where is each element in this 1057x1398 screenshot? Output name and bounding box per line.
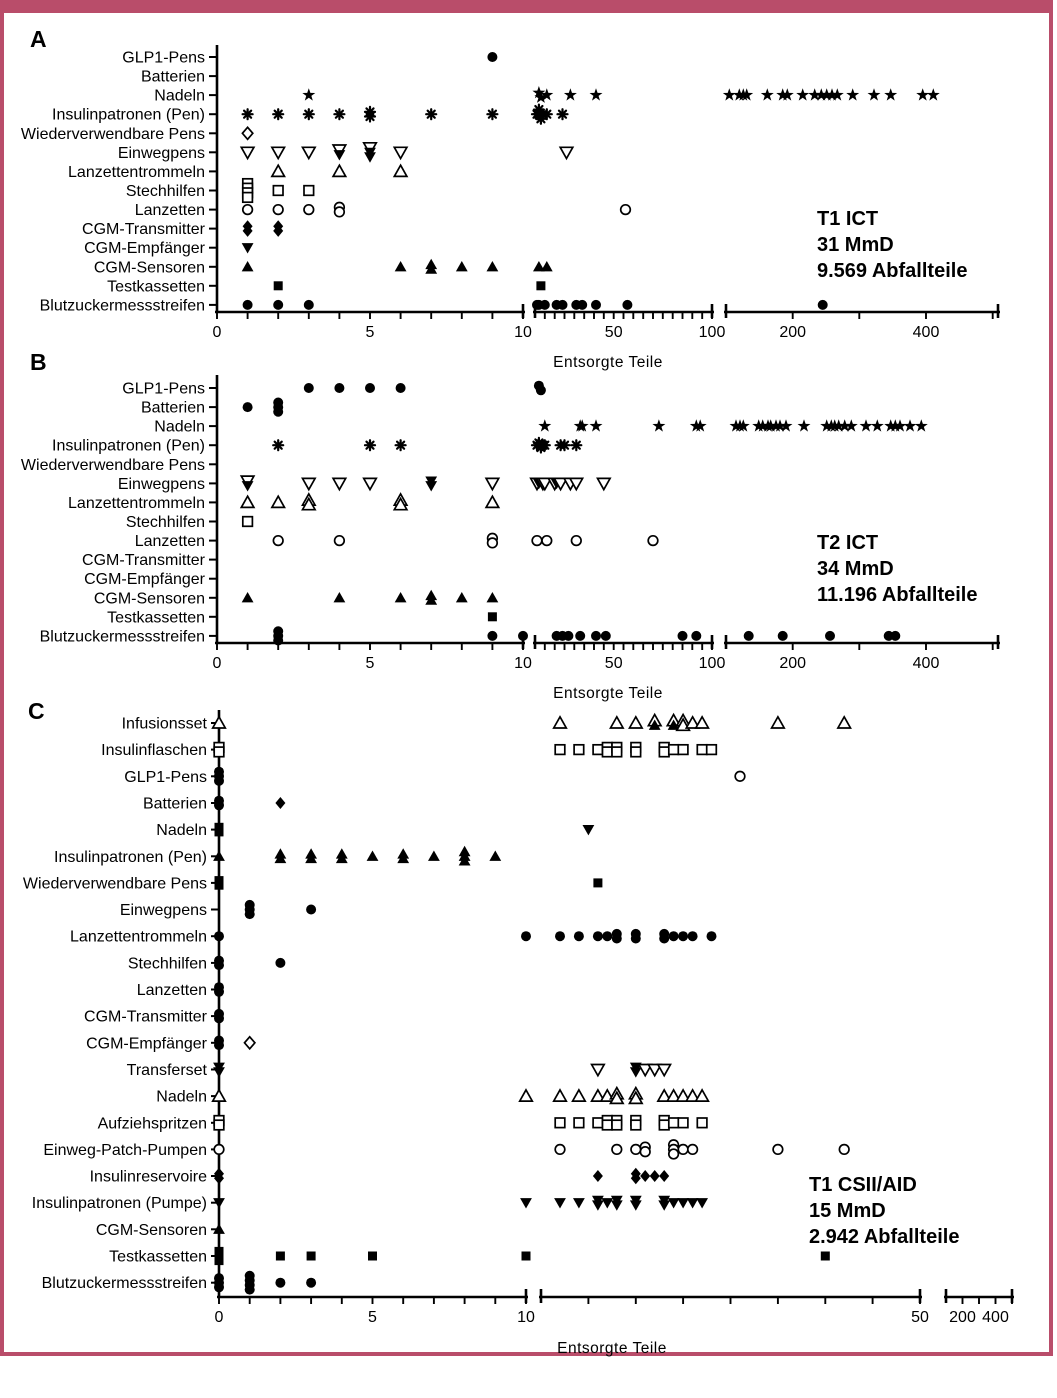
series-nadeln: [215, 823, 595, 837]
series-insulinflaschen: [214, 743, 716, 757]
stats-line: 9.569 Abfallteile: [817, 260, 968, 282]
x-tick-label: 100: [698, 655, 726, 672]
panel-b: [21, 375, 1000, 672]
category-label: CGM-Sensoren: [95, 1221, 207, 1239]
category-label: Nadeln: [156, 1088, 207, 1106]
series-cgm-transmitter: [214, 1009, 224, 1024]
category-label: CGM-Transmitter: [84, 1008, 207, 1026]
category-label: Batterien: [140, 68, 205, 86]
category-label: Testkassetten: [109, 1248, 207, 1266]
series-nadeln: [538, 419, 927, 431]
series-cgm-empf-nger: [214, 1036, 255, 1051]
series-blutzuckermessstreifen: [243, 300, 828, 310]
x-tick-label: 400: [912, 655, 940, 672]
series-testkassetten: [215, 1247, 830, 1265]
series-testkassetten: [274, 281, 546, 290]
stats-line: T2 ICT: [817, 532, 879, 554]
x-axis: [213, 304, 1000, 341]
series-insulinpatronen-pen-: [213, 846, 501, 866]
series-lanzettentrommeln: [214, 929, 717, 944]
series-insulinpatronen-pen-: [273, 438, 581, 453]
category-label: Insulinreservoire: [89, 1168, 207, 1186]
series-einwegpens: [241, 143, 573, 163]
category-label: Blutzuckermessstreifen: [41, 1275, 207, 1293]
category-label: Testkassetten: [107, 278, 205, 296]
series-infusionsset: [213, 715, 851, 731]
panel-c-stats: [809, 1172, 959, 1250]
x-tick-label: 5: [368, 1309, 377, 1326]
series-wiederverwendbare-pens: [215, 876, 603, 890]
panel-a: [21, 45, 1000, 341]
x-tick-label: 5: [365, 655, 375, 672]
category-label: Insulinpatronen (Pen): [54, 848, 207, 866]
series-lanzettentrommeln: [241, 494, 498, 510]
category-label: Einweg-Patch-Pumpen: [43, 1141, 207, 1159]
category-label: GLP1-Pens: [122, 49, 205, 67]
series-insulinreservoire: [214, 1168, 669, 1185]
y-axis: [23, 710, 219, 1298]
category-label: CGM-Transmitter: [82, 221, 205, 239]
x-axis-label-c: Entsorgte Teile: [557, 1340, 667, 1357]
series-insulinpatronen-pen-: [243, 105, 568, 124]
category-label: Wiederverwendbare Pens: [22, 875, 207, 893]
series-lanzetten: [214, 982, 224, 997]
x-tick-label: 10: [517, 1309, 535, 1326]
category-label: CGM-Transmitter: [82, 552, 205, 570]
category-label: Infusionsset: [121, 715, 207, 733]
panel-c-letter: C: [28, 698, 45, 724]
x-tick-label: 400: [982, 1309, 1009, 1326]
category-label: Lanzettentrommeln: [68, 163, 205, 181]
series-stechhilfen: [214, 956, 285, 971]
stats-line: 2.942 Abfallteile: [809, 1226, 960, 1248]
category-label: Nadeln: [154, 418, 205, 436]
stats-line: T1 CSII/AID: [809, 1174, 917, 1196]
x-tick-label: 200: [779, 324, 807, 341]
panel-b-letter: B: [30, 349, 47, 375]
category-label: Nadeln: [154, 87, 205, 105]
category-label: Einwegpens: [119, 902, 207, 919]
x-axis-label-a: Entsorgte Teile: [553, 354, 663, 371]
series-aufziehspritzen: [214, 1116, 707, 1130]
series-stechhilfen: [243, 517, 253, 527]
series-einwegpens: [241, 476, 610, 491]
category-label: Lanzetten: [134, 533, 205, 551]
x-tick-label: 100: [698, 324, 726, 341]
category-label: GLP1-Pens: [124, 768, 207, 786]
x-tick-label: 400: [912, 324, 940, 341]
category-label: Aufziehspritzen: [97, 1115, 207, 1133]
category-label: CGM-Sensoren: [93, 590, 205, 608]
x-tick-label: 0: [212, 324, 222, 341]
series-batterien: [214, 796, 285, 811]
category-label: Lanzettentrommeln: [68, 494, 205, 512]
series-testkassetten: [488, 612, 497, 621]
series-lanzettentrommeln: [272, 165, 407, 176]
category-label: Batterien: [140, 399, 205, 417]
category-label: Batterien: [142, 795, 207, 813]
category-label: Insulinpatronen (Pen): [52, 437, 205, 455]
category-label: Blutzuckermessstreifen: [39, 297, 205, 315]
series-insulinpatronen-pumpe-: [213, 1196, 708, 1211]
category-label: CGM-Empfänger: [84, 571, 205, 589]
panel-a-stats: [817, 206, 967, 284]
y-axis: [21, 375, 217, 645]
category-label: Stechhilfen: [125, 514, 205, 531]
category-label: Transferset: [126, 1062, 207, 1079]
series-nadeln: [213, 1088, 709, 1104]
series-blutzuckermessstreifen: [214, 1271, 316, 1295]
category-label: GLP1-Pens: [122, 380, 205, 398]
category-label: Blutzuckermessstreifen: [39, 628, 205, 646]
y-axis: [21, 45, 217, 314]
series-wiederverwendbare-pens: [242, 127, 252, 139]
category-label: Insulinflaschen: [101, 742, 207, 760]
series-glp1-pens: [304, 381, 546, 396]
category-label: Wiederverwendbare Pens: [20, 125, 205, 143]
x-tick-label: 200: [949, 1309, 976, 1326]
x-axis-label-b: Entsorgte Teile: [553, 685, 663, 702]
x-tick-label: 0: [212, 655, 222, 672]
category-label: Einwegpens: [117, 144, 205, 162]
category-label: CGM-Empfänger: [84, 240, 205, 258]
x-axis: [215, 1289, 1014, 1326]
x-tick-label: 0: [214, 1309, 224, 1326]
series-transferset: [213, 1063, 670, 1078]
stats-line: 31 MmD: [817, 234, 894, 256]
series-einweg-patch-pumpen: [214, 1140, 849, 1159]
x-tick-label: 50: [911, 1309, 929, 1326]
series-batterien: [243, 398, 284, 417]
category-label: CGM-Sensoren: [93, 259, 205, 277]
category-label: Stechhilfen: [127, 955, 207, 973]
stats-line: 11.196 Abfallteile: [817, 584, 978, 606]
category-label: Nadeln: [156, 822, 207, 840]
category-label: Stechhilfen: [125, 183, 205, 200]
category-label: Wiederverwendbare Pens: [20, 456, 205, 474]
category-label: Testkassetten: [107, 609, 205, 627]
category-label: Insulinpatronen (Pen): [52, 106, 205, 124]
x-tick-label: 50: [604, 324, 623, 341]
category-label: Einwegpens: [117, 475, 205, 493]
x-tick-label: 50: [604, 655, 623, 672]
panel-b-stats: [817, 530, 977, 608]
x-tick-label: 200: [779, 655, 807, 672]
series-stechhilfen: [243, 179, 314, 202]
stats-line: 34 MmD: [817, 558, 894, 580]
category-label: Lanzettentrommeln: [70, 928, 207, 946]
series-cgm-empf-nger: [242, 243, 254, 253]
series-lanzetten: [243, 203, 631, 217]
stats-line: 15 MmD: [809, 1200, 886, 1222]
stats-line: T1 ICT: [817, 208, 879, 230]
series-einwegpens: [245, 900, 316, 919]
series-cgm-transmitter: [243, 220, 284, 237]
series-nadeln: [302, 86, 939, 103]
panel-a-letter: A: [30, 26, 47, 52]
series-glp1-pens: [487, 52, 497, 62]
x-tick-label: 10: [514, 324, 532, 341]
x-tick-label: 10: [514, 655, 532, 672]
category-label: Lanzetten: [134, 202, 205, 220]
series-lanzetten: [273, 534, 657, 548]
series-cgm-sensoren: [242, 590, 499, 605]
series-cgm-sensoren: [242, 259, 553, 274]
category-label: CGM-Empfänger: [86, 1035, 207, 1053]
category-label: Insulinpatronen (Pumpe): [31, 1195, 207, 1213]
series-glp1-pens: [214, 767, 745, 786]
x-tick-label: 5: [365, 324, 375, 341]
category-label: Lanzetten: [136, 982, 207, 999]
